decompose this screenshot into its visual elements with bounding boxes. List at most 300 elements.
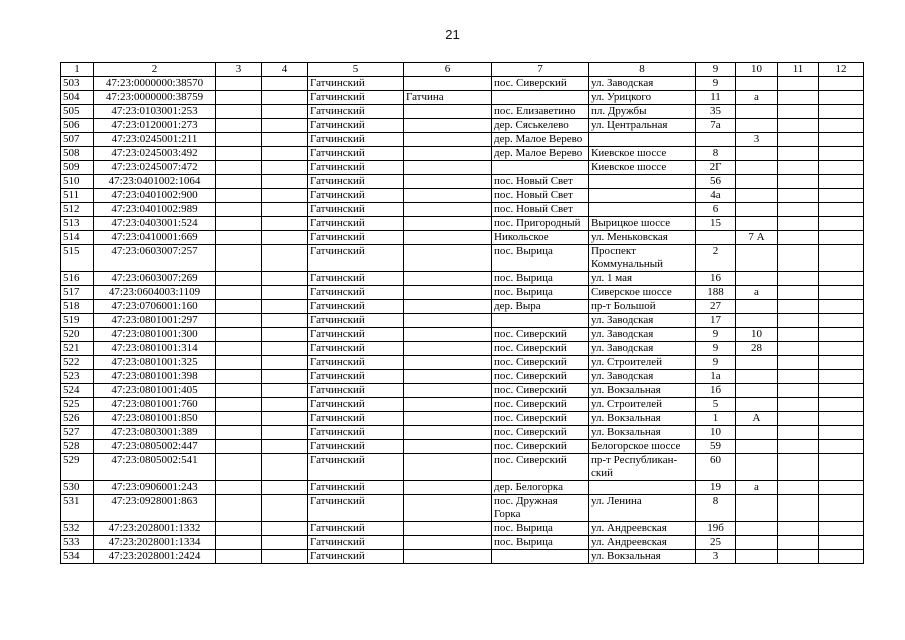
district-cell: Гатчинский <box>308 217 404 231</box>
district-cell: Гатчинский <box>308 189 404 203</box>
table-row <box>61 314 864 328</box>
house-cell: 11 <box>696 91 736 105</box>
cadastral-number-cell: 47:23:0706001:160 <box>94 300 216 314</box>
building-cell <box>736 495 778 522</box>
table-row <box>61 105 864 119</box>
col11-cell <box>778 203 819 217</box>
row-number-cell: 513 <box>61 217 94 231</box>
column-header-6: 6 <box>404 63 492 77</box>
house-cell: 27 <box>696 300 736 314</box>
street-cell: ул. Заводская <box>589 77 696 91</box>
street-cell <box>589 133 696 147</box>
table-row <box>61 440 864 454</box>
house-cell: 35 <box>696 105 736 119</box>
cadastral-number-cell: 47:23:0801001:314 <box>94 342 216 356</box>
col11-cell <box>778 536 819 550</box>
col3-cell <box>216 147 262 161</box>
col12-cell <box>819 495 864 522</box>
street-cell: пр-т Большой <box>589 300 696 314</box>
col11-cell <box>778 245 819 272</box>
col3-cell <box>216 384 262 398</box>
building-cell <box>736 356 778 370</box>
city-cell <box>404 370 492 384</box>
city-cell <box>404 147 492 161</box>
col12-cell <box>819 175 864 189</box>
column-header-2: 2 <box>94 63 216 77</box>
city-cell <box>404 342 492 356</box>
house-cell: 9 <box>696 356 736 370</box>
col12-cell <box>819 217 864 231</box>
cadastral-number-cell: 47:23:0805002:541 <box>94 454 216 481</box>
col4-cell <box>262 440 308 454</box>
building-cell <box>736 454 778 481</box>
table-row <box>61 245 864 272</box>
col3-cell <box>216 189 262 203</box>
city-cell <box>404 550 492 564</box>
house-cell: 6 <box>696 203 736 217</box>
col4-cell <box>262 189 308 203</box>
table-row <box>61 147 864 161</box>
cadastral-number-cell: 47:23:0906001:243 <box>94 481 216 495</box>
col11-cell <box>778 231 819 245</box>
district-cell: Гатчинский <box>308 147 404 161</box>
cadastral-number-cell: 47:23:0401002:900 <box>94 189 216 203</box>
street-cell: ул. Центральная <box>589 119 696 133</box>
col4-cell <box>262 133 308 147</box>
column-header-9: 9 <box>696 63 736 77</box>
building-cell: А <box>736 412 778 426</box>
district-cell: Гатчинский <box>308 384 404 398</box>
col11-cell <box>778 286 819 300</box>
locality-cell: дер. Малое Верево <box>492 133 589 147</box>
column-header-10: 10 <box>736 63 778 77</box>
house-cell: 4а <box>696 189 736 203</box>
col11-cell <box>778 314 819 328</box>
building-cell <box>736 77 778 91</box>
street-cell <box>589 189 696 203</box>
street-cell <box>589 203 696 217</box>
building-cell <box>736 426 778 440</box>
district-cell: Гатчинский <box>308 203 404 217</box>
building-cell: а <box>736 481 778 495</box>
col11-cell <box>778 481 819 495</box>
table-row <box>61 536 864 550</box>
row-number-cell: 511 <box>61 189 94 203</box>
street-cell: Проспект Коммунальный <box>589 245 696 272</box>
locality-cell: пос. Сиверский <box>492 356 589 370</box>
col12-cell <box>819 203 864 217</box>
district-cell: Гатчинский <box>308 161 404 175</box>
house-cell: 1б <box>696 384 736 398</box>
table-row <box>61 189 864 203</box>
col12-cell <box>819 189 864 203</box>
district-cell: Гатчинский <box>308 314 404 328</box>
street-cell: ул. Меньковская <box>589 231 696 245</box>
col4-cell <box>262 454 308 481</box>
house-cell: 56 <box>696 175 736 189</box>
col12-cell <box>819 328 864 342</box>
locality-cell: пос. Вырица <box>492 522 589 536</box>
building-cell: а <box>736 286 778 300</box>
district-cell: Гатчинский <box>308 495 404 522</box>
city-cell <box>404 77 492 91</box>
building-cell <box>736 550 778 564</box>
col4-cell <box>262 105 308 119</box>
col11-cell <box>778 217 819 231</box>
table-row <box>61 91 864 105</box>
district-cell: Гатчинский <box>308 231 404 245</box>
city-cell <box>404 440 492 454</box>
cadastral-number-cell: 47:23:0245001:211 <box>94 133 216 147</box>
col3-cell <box>216 370 262 384</box>
street-cell: ул. Заводская <box>589 370 696 384</box>
building-cell: а <box>736 91 778 105</box>
row-number-cell: 506 <box>61 119 94 133</box>
col3-cell <box>216 105 262 119</box>
table-row <box>61 231 864 245</box>
building-cell <box>736 161 778 175</box>
street-cell: Вырицкое шоссе <box>589 217 696 231</box>
col4-cell <box>262 300 308 314</box>
city-cell <box>404 522 492 536</box>
table-row <box>61 495 864 522</box>
col3-cell <box>216 550 262 564</box>
col3-cell <box>216 91 262 105</box>
house-cell: 7а <box>696 119 736 133</box>
row-number-cell: 521 <box>61 342 94 356</box>
locality-cell: пос. Сиверский <box>492 384 589 398</box>
district-cell: Гатчинский <box>308 286 404 300</box>
col12-cell <box>819 119 864 133</box>
row-number-cell: 524 <box>61 384 94 398</box>
house-cell: 9 <box>696 77 736 91</box>
col3-cell <box>216 300 262 314</box>
table-row <box>61 522 864 536</box>
row-number-cell: 519 <box>61 314 94 328</box>
col12-cell <box>819 426 864 440</box>
cadastral-number-cell: 47:23:2028001:2424 <box>94 550 216 564</box>
table-header-row <box>61 63 864 77</box>
locality-cell: пос. Сиверский <box>492 398 589 412</box>
district-cell: Гатчинский <box>308 398 404 412</box>
col3-cell <box>216 328 262 342</box>
cadastral-number-cell: 47:23:0801001:325 <box>94 356 216 370</box>
col12-cell <box>819 356 864 370</box>
locality-cell: пос. Новый Свет <box>492 189 589 203</box>
col4-cell <box>262 217 308 231</box>
street-cell: ул. Строителей <box>589 356 696 370</box>
col4-cell <box>262 384 308 398</box>
street-cell: ул. Вокзальная <box>589 426 696 440</box>
col12-cell <box>819 384 864 398</box>
col3-cell <box>216 161 262 175</box>
col11-cell <box>778 454 819 481</box>
district-cell: Гатчинский <box>308 481 404 495</box>
city-cell <box>404 328 492 342</box>
col3-cell <box>216 342 262 356</box>
locality-cell: пос. Вырица <box>492 286 589 300</box>
row-number-cell: 534 <box>61 550 94 564</box>
cadastral-number-cell: 47:23:0803001:389 <box>94 426 216 440</box>
col12-cell <box>819 454 864 481</box>
col4-cell <box>262 231 308 245</box>
city-cell <box>404 356 492 370</box>
city-cell: Гатчина <box>404 91 492 105</box>
col4-cell <box>262 175 308 189</box>
col12-cell <box>819 481 864 495</box>
col12-cell <box>819 412 864 426</box>
locality-cell <box>492 91 589 105</box>
col12-cell <box>819 522 864 536</box>
street-cell: ул. Вокзальная <box>589 550 696 564</box>
city-cell <box>404 231 492 245</box>
house-cell: 188 <box>696 286 736 300</box>
table-row <box>61 454 864 481</box>
table-row <box>61 481 864 495</box>
row-number-cell: 520 <box>61 328 94 342</box>
locality-cell: пос. Вырица <box>492 536 589 550</box>
table-row <box>61 119 864 133</box>
city-cell <box>404 412 492 426</box>
col12-cell <box>819 91 864 105</box>
district-cell: Гатчинский <box>308 522 404 536</box>
house-cell: 60 <box>696 454 736 481</box>
col3-cell <box>216 481 262 495</box>
locality-cell: пос. Сиверский <box>492 77 589 91</box>
row-number-cell: 518 <box>61 300 94 314</box>
col4-cell <box>262 328 308 342</box>
col11-cell <box>778 91 819 105</box>
house-cell: 17 <box>696 314 736 328</box>
house-cell: 8 <box>696 147 736 161</box>
district-cell: Гатчинский <box>308 245 404 272</box>
page-number: 21 <box>445 27 460 42</box>
table-row <box>61 550 864 564</box>
col3-cell <box>216 272 262 286</box>
table-row <box>61 356 864 370</box>
col11-cell <box>778 426 819 440</box>
cadastral-number-cell: 47:23:0801001:300 <box>94 328 216 342</box>
col4-cell <box>262 342 308 356</box>
row-number-cell: 516 <box>61 272 94 286</box>
col3-cell <box>216 133 262 147</box>
locality-cell: пос. Сиверский <box>492 342 589 356</box>
col11-cell <box>778 147 819 161</box>
col4-cell <box>262 203 308 217</box>
street-cell: ул. Заводская <box>589 328 696 342</box>
street-cell <box>589 481 696 495</box>
cadastral-number-cell: 47:23:0801001:297 <box>94 314 216 328</box>
building-cell <box>736 217 778 231</box>
col4-cell <box>262 272 308 286</box>
col11-cell <box>778 342 819 356</box>
building-cell: 7 А <box>736 231 778 245</box>
house-cell: 1а <box>696 370 736 384</box>
table-body <box>61 77 864 564</box>
col12-cell <box>819 314 864 328</box>
table-row <box>61 412 864 426</box>
table-row <box>61 286 864 300</box>
row-number-cell: 527 <box>61 426 94 440</box>
locality-cell <box>492 550 589 564</box>
cadastral-number-cell: 47:23:2028001:1334 <box>94 536 216 550</box>
col11-cell <box>778 328 819 342</box>
district-cell: Гатчинский <box>308 426 404 440</box>
row-number-cell: 522 <box>61 356 94 370</box>
house-cell: 10 <box>696 426 736 440</box>
cadastral-number-cell: 47:23:0410001:669 <box>94 231 216 245</box>
row-number-cell: 515 <box>61 245 94 272</box>
locality-cell: дер. Выра <box>492 300 589 314</box>
city-cell <box>404 189 492 203</box>
street-cell: Белогорское шоссе <box>589 440 696 454</box>
city-cell <box>404 245 492 272</box>
district-cell: Гатчинский <box>308 133 404 147</box>
building-cell <box>736 119 778 133</box>
street-cell: ул. Вокзальная <box>589 384 696 398</box>
col11-cell <box>778 175 819 189</box>
row-number-cell: 531 <box>61 495 94 522</box>
house-cell: 3 <box>696 550 736 564</box>
cadastral-number-cell: 47:23:0245003:492 <box>94 147 216 161</box>
column-header-8: 8 <box>589 63 696 77</box>
locality-cell: пос. Сиверский <box>492 370 589 384</box>
street-cell: ул. Вокзальная <box>589 412 696 426</box>
col4-cell <box>262 550 308 564</box>
district-cell: Гатчинский <box>308 550 404 564</box>
city-cell <box>404 300 492 314</box>
row-number-cell: 504 <box>61 91 94 105</box>
building-cell <box>736 384 778 398</box>
col12-cell <box>819 77 864 91</box>
city-cell <box>404 398 492 412</box>
row-number-cell: 510 <box>61 175 94 189</box>
locality-cell <box>492 161 589 175</box>
locality-cell: дер. Сяськелево <box>492 119 589 133</box>
house-cell: 5 <box>696 398 736 412</box>
col4-cell <box>262 398 308 412</box>
building-cell <box>736 203 778 217</box>
column-header-5: 5 <box>308 63 404 77</box>
locality-cell: Никольское <box>492 231 589 245</box>
cadastral-number-cell: 47:23:0604003:1109 <box>94 286 216 300</box>
district-cell: Гатчинский <box>308 342 404 356</box>
city-cell <box>404 454 492 481</box>
col11-cell <box>778 356 819 370</box>
city-cell <box>404 272 492 286</box>
city-cell <box>404 536 492 550</box>
col4-cell <box>262 356 308 370</box>
locality-cell: пос. Сиверский <box>492 328 589 342</box>
col12-cell <box>819 231 864 245</box>
col3-cell <box>216 77 262 91</box>
column-header-4: 4 <box>262 63 308 77</box>
city-cell <box>404 495 492 522</box>
city-cell <box>404 203 492 217</box>
building-cell <box>736 398 778 412</box>
row-number-cell: 528 <box>61 440 94 454</box>
district-cell: Гатчинский <box>308 77 404 91</box>
locality-cell: пос. Пригородный <box>492 217 589 231</box>
district-cell: Гатчинский <box>308 91 404 105</box>
cadastral-number-cell: 47:23:0801001:850 <box>94 412 216 426</box>
house-cell <box>696 231 736 245</box>
col11-cell <box>778 161 819 175</box>
col11-cell <box>778 522 819 536</box>
street-cell: ул. 1 мая <box>589 272 696 286</box>
col4-cell <box>262 91 308 105</box>
district-cell: Гатчинский <box>308 356 404 370</box>
building-cell <box>736 147 778 161</box>
column-header-3: 3 <box>216 63 262 77</box>
building-cell: 3 <box>736 133 778 147</box>
col3-cell <box>216 356 262 370</box>
city-cell <box>404 175 492 189</box>
building-cell <box>736 175 778 189</box>
cadastral-number-cell: 47:23:0801001:760 <box>94 398 216 412</box>
house-cell: 8 <box>696 495 736 522</box>
col3-cell <box>216 175 262 189</box>
locality-cell: пос. Новый Свет <box>492 203 589 217</box>
col11-cell <box>778 495 819 522</box>
col4-cell <box>262 495 308 522</box>
city-cell <box>404 286 492 300</box>
house-cell: 25 <box>696 536 736 550</box>
city-cell <box>404 133 492 147</box>
building-cell <box>736 272 778 286</box>
building-cell: 28 <box>736 342 778 356</box>
street-cell: ул. Ленина <box>589 495 696 522</box>
street-cell: ул. Строителей <box>589 398 696 412</box>
locality-cell: дер. Малое Верево <box>492 147 589 161</box>
district-cell: Гатчинский <box>308 440 404 454</box>
col12-cell <box>819 370 864 384</box>
col4-cell <box>262 314 308 328</box>
col11-cell <box>778 384 819 398</box>
col3-cell <box>216 245 262 272</box>
street-cell: ул. Андреевская <box>589 522 696 536</box>
building-cell <box>736 522 778 536</box>
locality-cell: пос. Елизаветино <box>492 105 589 119</box>
col3-cell <box>216 203 262 217</box>
cadastral-number-cell: 47:23:0928001:863 <box>94 495 216 522</box>
locality-cell: пос. Сиверский <box>492 412 589 426</box>
cadastral-number-cell: 47:23:0801001:405 <box>94 384 216 398</box>
district-cell: Гатчинский <box>308 300 404 314</box>
col3-cell <box>216 398 262 412</box>
street-cell: ул. Андреевская <box>589 536 696 550</box>
city-cell <box>404 119 492 133</box>
col11-cell <box>778 412 819 426</box>
city-cell <box>404 481 492 495</box>
col11-cell <box>778 133 819 147</box>
street-cell: ул. Заводская <box>589 342 696 356</box>
table-row <box>61 384 864 398</box>
row-number-cell: 508 <box>61 147 94 161</box>
col11-cell <box>778 370 819 384</box>
cadastral-number-cell: 47:23:0603007:269 <box>94 272 216 286</box>
row-number-cell: 533 <box>61 536 94 550</box>
col3-cell <box>216 314 262 328</box>
col11-cell <box>778 272 819 286</box>
cadastral-number-cell: 47:23:0401002:1064 <box>94 175 216 189</box>
col3-cell <box>216 440 262 454</box>
row-number-cell: 505 <box>61 105 94 119</box>
col4-cell <box>262 245 308 272</box>
locality-cell: пос. Новый Свет <box>492 175 589 189</box>
city-cell <box>404 105 492 119</box>
col12-cell <box>819 398 864 412</box>
